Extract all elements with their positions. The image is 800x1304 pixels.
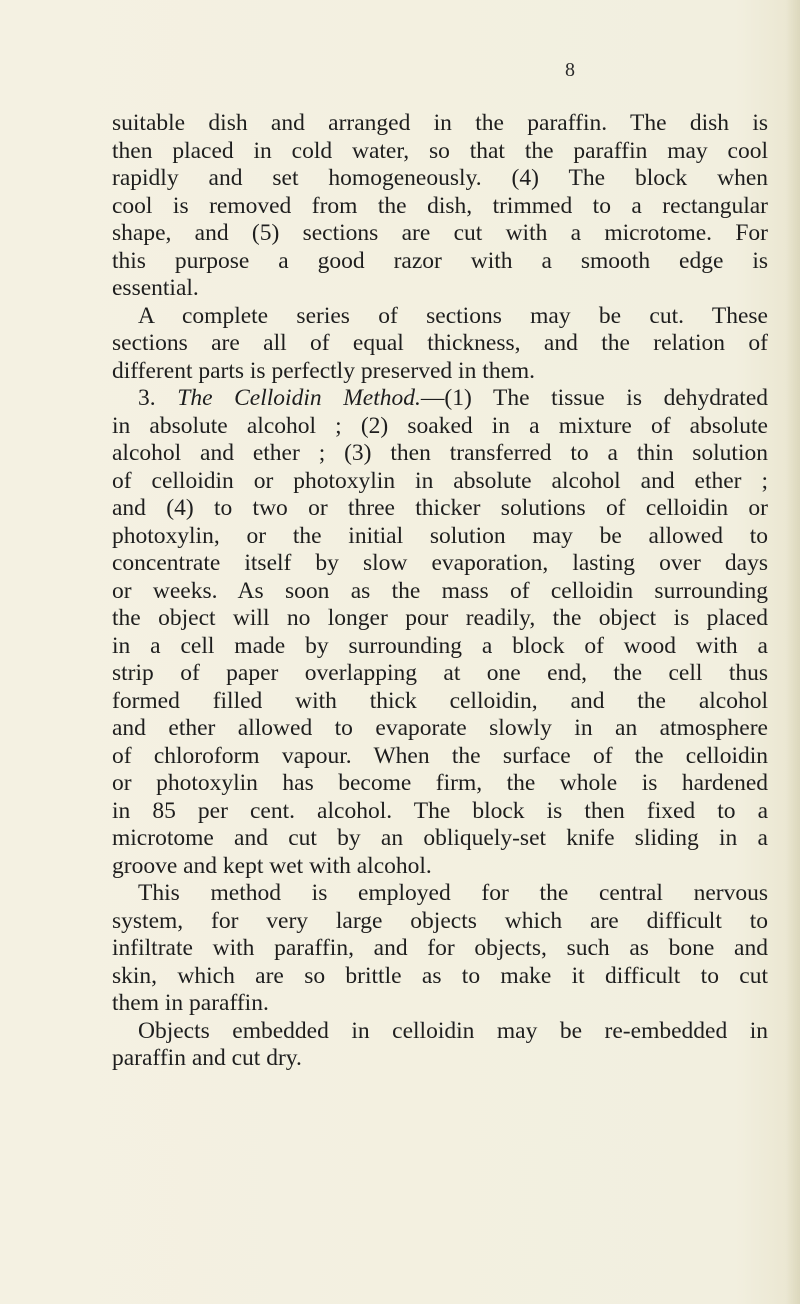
text-line: concentrate itself by slow evaporation, lasting over days xyxy=(112,550,768,576)
text-line: alcohol and ether ; (3) then transferred to a thin solution xyxy=(112,440,768,466)
page-number: 8 xyxy=(565,59,575,81)
text-line: different parts is perfectly preserved in them. xyxy=(112,357,536,384)
text-line: in 85 per cent. alcohol. The block is then fixed to a xyxy=(112,797,768,824)
text-line: This method is employed for the central nervous xyxy=(138,880,768,906)
text-line: paraffin and cut dry. xyxy=(112,1045,302,1071)
text-line: microtome and cut by an obliquely-set knife sliding in a xyxy=(112,825,768,851)
text-line: cool is removed from the dish, trimmed to a rectangular xyxy=(112,192,768,219)
text-line: rapidly and set homogeneously. (4) The block when xyxy=(112,165,768,191)
text-line: in a cell made by surrounding a block of wood with a xyxy=(112,632,768,659)
text-line: then placed in cold water, so that the paraffin may cool xyxy=(112,137,768,164)
text-line: groove and kept wet with alcohol. xyxy=(112,852,432,879)
text-line: or weeks. As soon as the mass of celloidin surrounding xyxy=(112,577,768,604)
text-line: formed filled with thick celloidin, and the alcohol xyxy=(112,687,768,714)
text-line: this purpose a good razor with a smooth edge is xyxy=(112,247,768,274)
text-line: shape, and (5) sections are cut with a microtome. For xyxy=(112,220,768,246)
text-line: strip of paper overlapping at one end, the cell thus xyxy=(112,660,768,686)
text-line: or photoxylin has become firm, the whole is hardened xyxy=(112,770,768,796)
text-line: and ether allowed to evaporate slowly in an atmosphere xyxy=(112,715,768,741)
section-heading: The Celloidin Method. xyxy=(177,385,421,411)
text-line: suitable dish and arranged in the paraffin. The dish is xyxy=(112,110,768,136)
text-line: system, for very large objects which are difficult to xyxy=(112,907,768,934)
body-text xyxy=(112,110,768,1073)
text-line: sections are all of equal thickness, and the relation of xyxy=(112,330,768,356)
text-line: infiltrate with paraffin, and for objects, such as bone and xyxy=(112,935,768,961)
text-line: photoxylin, or the initial solution may be allowed to xyxy=(112,522,768,549)
text-line: in absolute alcohol ; (2) soaked in a mixture of absolute xyxy=(112,412,768,439)
section-number: 3. xyxy=(138,385,178,411)
text-line: Objects embedded in celloidin may be re-embedded in xyxy=(138,1017,768,1044)
line-text: —(1) The tissue is dehydrated xyxy=(420,385,768,411)
text-line: of chloroform vapour. When the surface of the celloidin xyxy=(112,742,768,769)
text-line: of celloidin or photoxylin in absolute alcohol and ether ; xyxy=(112,467,768,494)
text-line: skin, which are so brittle as to make it difficult to cut xyxy=(112,962,768,989)
text-line xyxy=(112,385,768,413)
text-line: A complete series of sections may be cut. These xyxy=(138,302,768,329)
text-line: the object will no longer pour readily, the object is placed xyxy=(112,605,768,631)
text-line: essential. xyxy=(112,275,199,301)
text-line: them in paraffin. xyxy=(112,990,269,1016)
text-line: and (4) to two or three thicker solutions of celloidin or xyxy=(112,495,768,521)
page-edge-shadow xyxy=(786,0,800,1304)
